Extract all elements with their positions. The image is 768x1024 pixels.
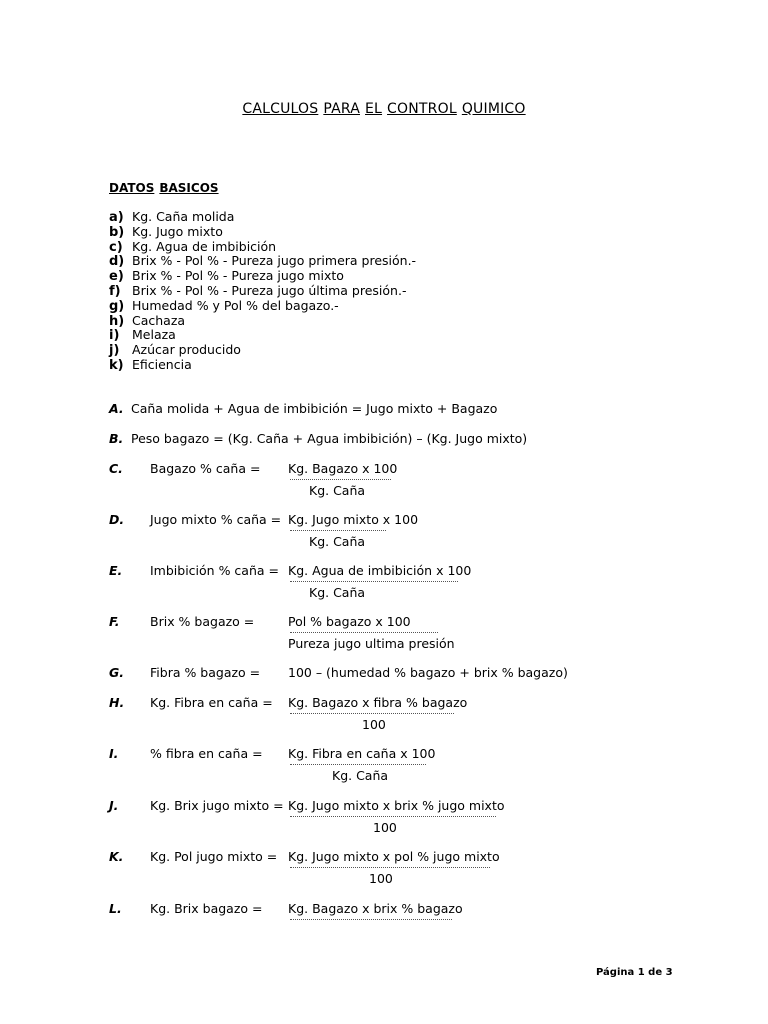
fraction-rule <box>290 479 391 480</box>
title-word: CALCULOS <box>242 101 319 117</box>
fraction-rule <box>290 816 496 817</box>
list-item-text: Azúcar producido <box>132 342 241 358</box>
fraction-rule <box>290 713 454 714</box>
equation-denominator: 100 <box>362 717 386 732</box>
equation-letter: D. <box>109 512 125 527</box>
title-word: PARA <box>323 101 360 117</box>
section-word: DATOS <box>109 181 155 195</box>
list-item <box>109 358 416 373</box>
list-item <box>109 240 416 255</box>
equation-k <box>0 849 768 886</box>
list-item-text: Kg. Jugo mixto <box>132 223 223 239</box>
fraction-rule <box>290 919 452 920</box>
list-item <box>109 210 416 225</box>
equation-lhs: Imbibición % caña = <box>150 563 279 578</box>
equation-j <box>0 798 768 835</box>
equation-l <box>0 901 768 921</box>
equation-letter: I. <box>109 746 119 761</box>
equation-b <box>0 431 768 451</box>
equation-denominator: 100 <box>369 871 393 886</box>
fraction-rule <box>290 764 426 765</box>
list-item <box>109 328 416 343</box>
equation-lhs: Jugo mixto % caña = <box>150 512 282 527</box>
equation-letter: E. <box>109 563 123 578</box>
list-item-letter: a) <box>109 210 124 225</box>
list-item-letter: c) <box>109 239 123 255</box>
list-item-letter: f) <box>109 283 121 299</box>
equation-letter: G. <box>109 665 125 680</box>
equation-h <box>0 695 768 732</box>
fraction-rule <box>290 867 490 868</box>
equation-numerator: 100 – (humedad % bagazo + brix % bagazo) <box>288 665 568 680</box>
equation-text: Caña molida + Agua de imbibición = Jugo mixto + Bagazo <box>131 401 498 416</box>
list-item <box>109 299 416 314</box>
equation-numerator: Pol % bagazo x 100 <box>288 614 411 629</box>
list-item-text: Eficiencia <box>132 356 192 372</box>
equation-numerator: Kg. Jugo mixto x pol % jugo mixto <box>288 849 500 864</box>
equation-numerator: Kg. Bagazo x brix % bagazo <box>288 901 463 916</box>
equation-lhs: Kg. Brix jugo mixto = <box>150 798 284 813</box>
equation-letter: H. <box>109 695 125 710</box>
equation-letter: A. <box>109 401 124 416</box>
list-item <box>109 254 416 269</box>
equation-denominator: Kg. Caña <box>309 534 366 549</box>
fraction-rule <box>290 632 438 633</box>
title-word: CONTROL <box>387 101 457 117</box>
equation-letter: B. <box>109 431 124 446</box>
list-item-text: Cachaza <box>132 312 186 328</box>
equation-lhs: Kg. Brix bagazo = <box>150 901 263 916</box>
equation-numerator: Kg. Agua de imbibición x 100 <box>288 563 472 578</box>
equation-numerator: Kg. Bagazo x 100 <box>288 461 398 476</box>
list-item-letter: e) <box>109 269 124 285</box>
list-item-letter: k) <box>109 357 124 373</box>
equation-lhs: Bagazo % caña = <box>150 461 261 476</box>
equation-denominator: Pureza jugo ultima presión <box>288 636 455 651</box>
equation-letter: J. <box>109 798 119 813</box>
equation-denominator: Kg. Caña <box>309 585 366 600</box>
equation-letter: K. <box>109 849 124 864</box>
list-item-text: Brix % - Pol % - Pureza jugo primera presión.- <box>132 253 417 269</box>
title-word: EL <box>365 101 383 117</box>
equation-f <box>0 614 768 651</box>
equation-e <box>0 563 768 600</box>
equation-lhs: Brix % bagazo = <box>150 614 255 629</box>
fraction-rule <box>290 581 458 582</box>
list-item-letter: j) <box>109 343 120 359</box>
list-item-text: Humedad % y Pol % del bagazo.- <box>132 297 339 313</box>
equation-c <box>0 461 768 498</box>
equation-g <box>0 665 768 685</box>
list-item-text: Kg. Agua de imbibición <box>132 238 277 254</box>
basic-data-list <box>109 210 416 373</box>
equation-numerator: Kg. Bagazo x fibra % bagazo <box>288 695 468 710</box>
list-item-letter: b) <box>109 224 125 240</box>
list-item-text: Kg. Caña molida <box>132 209 235 224</box>
list-item <box>109 343 416 358</box>
equation-numerator: Kg. Fibra en caña x 100 <box>288 746 436 761</box>
equation-denominator: Kg. Caña <box>332 768 389 783</box>
list-item-letter: i) <box>109 328 120 344</box>
section-word: BASICOS <box>159 181 219 195</box>
equation-lhs: % fibra en caña = <box>150 746 263 761</box>
equation-numerator: Kg. Jugo mixto x brix % jugo mixto <box>288 798 505 813</box>
equation-a <box>0 401 768 421</box>
document-title <box>0 101 768 117</box>
equation-numerator: Kg. Jugo mixto x 100 <box>288 512 419 527</box>
list-item-text: Brix % - Pol % - Pureza jugo última presión.- <box>132 282 407 298</box>
equation-lhs: Kg. Fibra en caña = <box>150 695 273 710</box>
page-number: Página 1 de 3 <box>596 967 673 978</box>
list-item-letter: g) <box>109 298 125 314</box>
equation-i <box>0 746 768 783</box>
list-item-text: Brix % - Pol % - Pureza jugo mixto <box>132 268 344 284</box>
equation-denominator: Kg. Caña <box>309 483 366 498</box>
list-item-letter: h) <box>109 313 125 329</box>
title-word: QUIMICO <box>461 101 526 117</box>
section-heading <box>109 181 219 195</box>
equation-letter: F. <box>109 614 120 629</box>
equation-d <box>0 512 768 549</box>
equation-lhs: Fibra % bagazo = <box>150 665 261 680</box>
list-item-text: Melaza <box>132 327 176 343</box>
list-item-letter: d) <box>109 254 125 270</box>
list-item <box>109 269 416 284</box>
equation-text: Peso bagazo = (Kg. Caña + Agua imbibición) – (Kg. Jugo mixto) <box>131 431 528 446</box>
equation-letter: L. <box>109 901 122 916</box>
equation-lhs: Kg. Pol jugo mixto = <box>150 849 278 864</box>
list-item <box>109 314 416 329</box>
equation-letter: C. <box>109 461 123 476</box>
fraction-rule <box>290 530 386 531</box>
list-item <box>109 284 416 299</box>
list-item <box>109 225 416 240</box>
equation-denominator: 100 <box>373 820 397 835</box>
